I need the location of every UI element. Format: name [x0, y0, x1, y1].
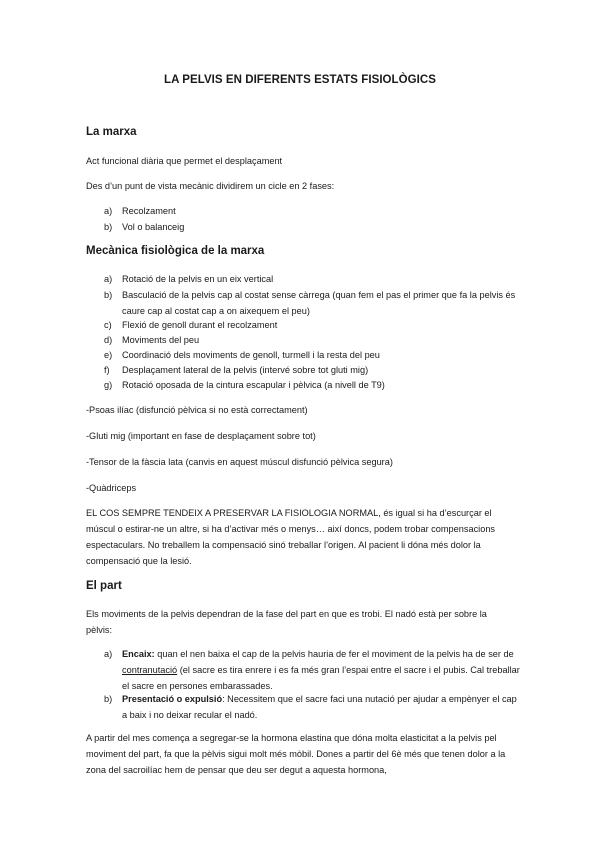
list-item-text: Vol o balanceig — [122, 222, 185, 232]
list-item-text: Basculació de la pelvis cap al costat sense càrrega (quan fem el pas el primer que fa la pelvis és caure cap al costat cap a on aixequem el peu) — [122, 290, 516, 316]
section-heading-marxa: La marxa — [86, 126, 137, 138]
list-item-text: Desplaçament lateral de la pelvis (intervé sobre tot gluti mig) — [122, 365, 369, 375]
list-item-text — [122, 691, 524, 723]
paragraph: Des d’un punt de vista mecànic dividirem un cicle en 2 fases: — [86, 181, 335, 191]
page-title: LA PELVIS EN DIFERENTS ESTATS FISIOLÒGICS — [164, 74, 436, 86]
list-marker: d) — [104, 335, 113, 345]
term-label: Encaix: — [122, 649, 155, 659]
list-marker: e) — [104, 350, 113, 360]
muscle-note: -Quàdriceps — [86, 483, 137, 493]
list-item-text: Recolzament — [122, 206, 176, 216]
list-marker: f) — [104, 365, 110, 375]
list-item-text: Rotació oposada de la cintura escapular i pèlvica (a nivell de T9) — [122, 380, 385, 390]
paragraph-compensation: EL COS SEMPRE TENDEIX A PRESERVAR LA FISIOLOGIA NORMAL, és igual si ha d’escurçar el múscul o estirar-ne un altre, si ha d’activar més o menys… així doncs, podem trobar compensacions espectaculars. No treballem la compensació sinó treballar l’origen. Al pacient li dóna més dolor la compensació que la lesió. — [86, 508, 496, 566]
list-marker: b) — [104, 222, 113, 232]
muscle-note: -Tensor de la fàscia lata (canvis en aquest múscul disfunció pèlvica segura) — [86, 457, 393, 467]
list-item-text: Flexió de genoll durant el recolzament — [122, 320, 278, 330]
list-marker: g) — [104, 380, 113, 390]
list-marker: a) — [104, 274, 113, 284]
list-item-text — [122, 646, 524, 694]
text-run: quan el nen baixa el cap de la pelvis hauria de fer el moviment de la pelvis ha de ser de — [154, 649, 514, 659]
text-run: (el sacre es tira enrere i es fa més gran l’espai entre el sacre i el pubis. Cal treballar el sacre en persones embarassades. — [122, 665, 520, 691]
section-heading-mecanica: Mecànica fisiològica de la marxa — [86, 245, 265, 257]
list-marker: c) — [104, 320, 112, 330]
muscle-note: -Gluti mig (important en fase de desplaçament sobre tot) — [86, 431, 316, 441]
list-item-text: Moviments del peu — [122, 335, 200, 345]
paragraph-hormone: A partir del mes comença a segregar-se la hormona elastina que dóna molta elasticitat a la pelvis pel moviment del part, fa que la pèlvis sigui molt més mòbil. Dones a partir del 6è més que tenen dolor a la zona del sacroilíac hem de pensar que deu ser degut a aquesta hormona, — [86, 733, 506, 775]
list-item-text: Coordinació dels moviments de genoll, turmell i la resta del peu — [122, 350, 380, 360]
term-label: Presentació o expulsió — [122, 694, 223, 704]
list-marker: a) — [104, 649, 113, 659]
list-marker: b) — [104, 694, 113, 704]
text-run: : Necessitem que el sacre faci una nutació per ajudar a empènyer el cap a baix i no deixar recular el nadó. — [122, 694, 517, 720]
section-heading-part: El part — [86, 580, 122, 592]
paragraph: Act funcional diària que permet el desplaçament — [86, 156, 283, 166]
muscle-note: -Psoas ilíac (disfunció pèlvica si no està correctament) — [86, 405, 308, 415]
list-marker: b) — [104, 290, 113, 300]
list-item-text: Rotació de la pelvis en un eix vertical — [122, 274, 274, 284]
underlined-term: contranutació — [122, 665, 178, 675]
paragraph: Els moviments de la pelvis dependran de la fase del part en que es trobi. El nadó està per sobre la pèlvis: — [86, 609, 487, 635]
list-marker: a) — [104, 206, 113, 216]
